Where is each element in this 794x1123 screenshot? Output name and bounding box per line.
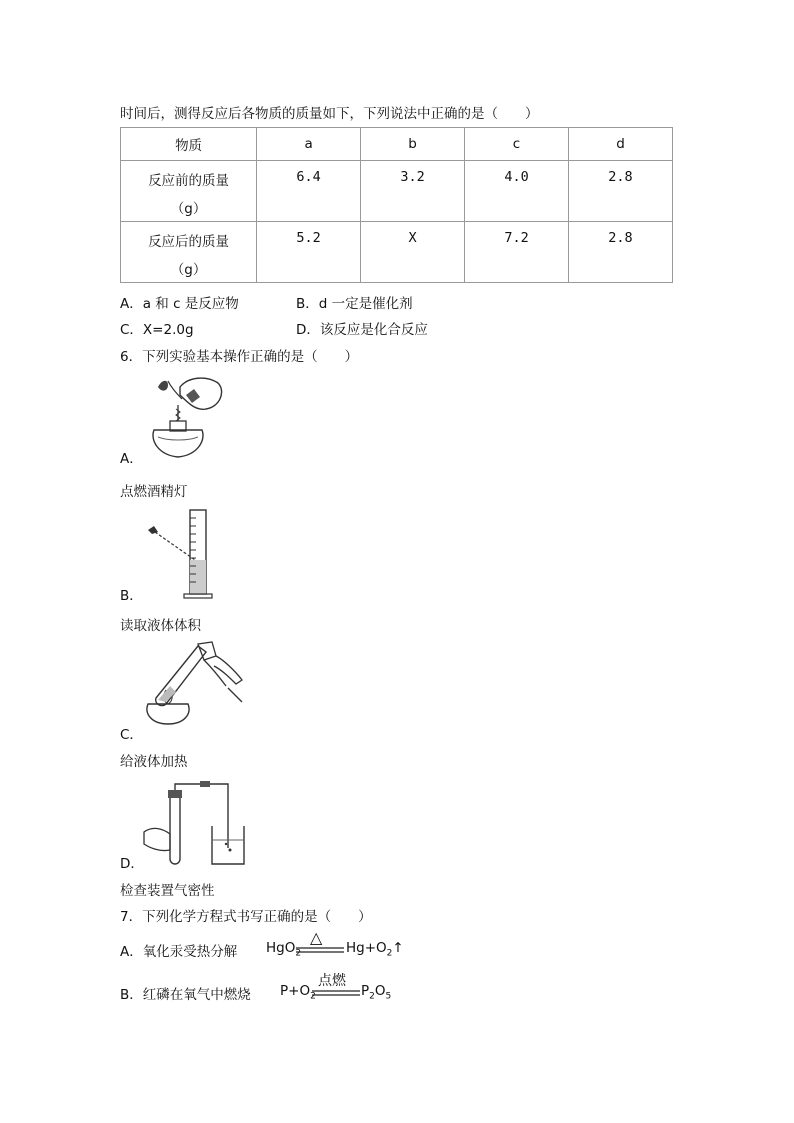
q6-option-a-caption: 点燃酒精灯 — [120, 484, 188, 500]
equals-sign — [312, 990, 360, 996]
alcohol-lamp-lighting-illustration — [140, 375, 230, 465]
subscript: 2 — [386, 948, 393, 959]
table-header-cell: 物质 — [121, 128, 257, 161]
row-label — [121, 161, 257, 222]
row-label-line2: （g） — [170, 262, 207, 278]
table-header-cell: c — [465, 128, 569, 161]
q6-option-a-letter: A． — [120, 451, 143, 467]
q7-option-b-equation — [280, 983, 316, 1002]
table-row — [121, 222, 673, 283]
airtightness-check-illustration — [140, 780, 250, 868]
equation-reactant: HgO — [266, 940, 296, 956]
q6-option-b-letter: B． — [120, 588, 143, 604]
q6-option-d-letter: D． — [120, 856, 144, 872]
equation-product: Hg+O — [346, 940, 387, 956]
subscript: 2 — [369, 991, 375, 1002]
row-label-line2: （g） — [170, 201, 207, 217]
q7-option-a-products — [346, 940, 404, 959]
q6-option-d-caption: 检查装置气密性 — [120, 883, 215, 899]
q7-option-a-condition: △ — [310, 928, 323, 947]
table-cell: 7.2 — [465, 222, 569, 283]
q7-option-b-condition: 点燃 — [318, 973, 346, 989]
q5-option-a: A．a 和 c 是反应物 — [120, 296, 239, 312]
row-label-line1: 反应前的质量 — [148, 173, 230, 189]
q5-option-c: C．X=2.0g — [120, 322, 194, 338]
table-row — [121, 161, 673, 222]
test-tube-heating-illustration — [140, 638, 250, 728]
table-cell: 3.2 — [361, 161, 465, 222]
table-header-cell: b — [361, 128, 465, 161]
table-cell: 6.4 — [257, 161, 361, 222]
table-cell: 5.2 — [257, 222, 361, 283]
q6-stem: 6．下列实验基本操作正确的是（ ） — [120, 349, 359, 365]
q5-stem: 时间后，测得反应后各物质的质量如下，下列说法中正确的是（ ） — [120, 106, 539, 122]
gas-arrow: ↑ — [392, 940, 404, 956]
table-header-cell: a — [257, 128, 361, 161]
equals-sign — [296, 947, 344, 953]
table-cell: 4.0 — [465, 161, 569, 222]
q7-option-b-label: B．红磷在氧气中燃烧 — [120, 987, 251, 1003]
table-header-row — [121, 128, 673, 161]
q5-option-b: B．d 一定是催化剂 — [296, 296, 413, 312]
subscript: 5 — [385, 991, 392, 1002]
table-cell: 2.8 — [568, 161, 672, 222]
equation-reactant: P+O — [280, 983, 311, 999]
q6-option-c-caption: 给液体加热 — [120, 754, 188, 770]
subscript: 2 — [295, 948, 302, 959]
q7-option-b-products — [361, 983, 391, 1002]
mass-table — [120, 127, 673, 283]
subscript: 2 — [310, 991, 316, 1002]
row-label-line1: 反应后的质量 — [148, 234, 230, 250]
equation-product: P — [361, 983, 370, 999]
q7-option-a-label: A．氧化汞受热分解 — [120, 944, 238, 960]
table-cell: 2.8 — [568, 222, 672, 283]
table-header-cell: d — [568, 128, 672, 161]
row-label — [121, 222, 257, 283]
equation-product: O — [374, 983, 386, 999]
q6-option-c-letter: C． — [120, 727, 143, 743]
q7-stem: 7．下列化学方程式书写正确的是（ ） — [120, 909, 372, 925]
graduated-cylinder-reading-illustration — [140, 508, 220, 600]
q6-option-b-caption: 读取液体体积 — [120, 618, 201, 634]
q5-option-d: D．该反应是化合反应 — [296, 322, 428, 338]
table-cell: X — [361, 222, 465, 283]
